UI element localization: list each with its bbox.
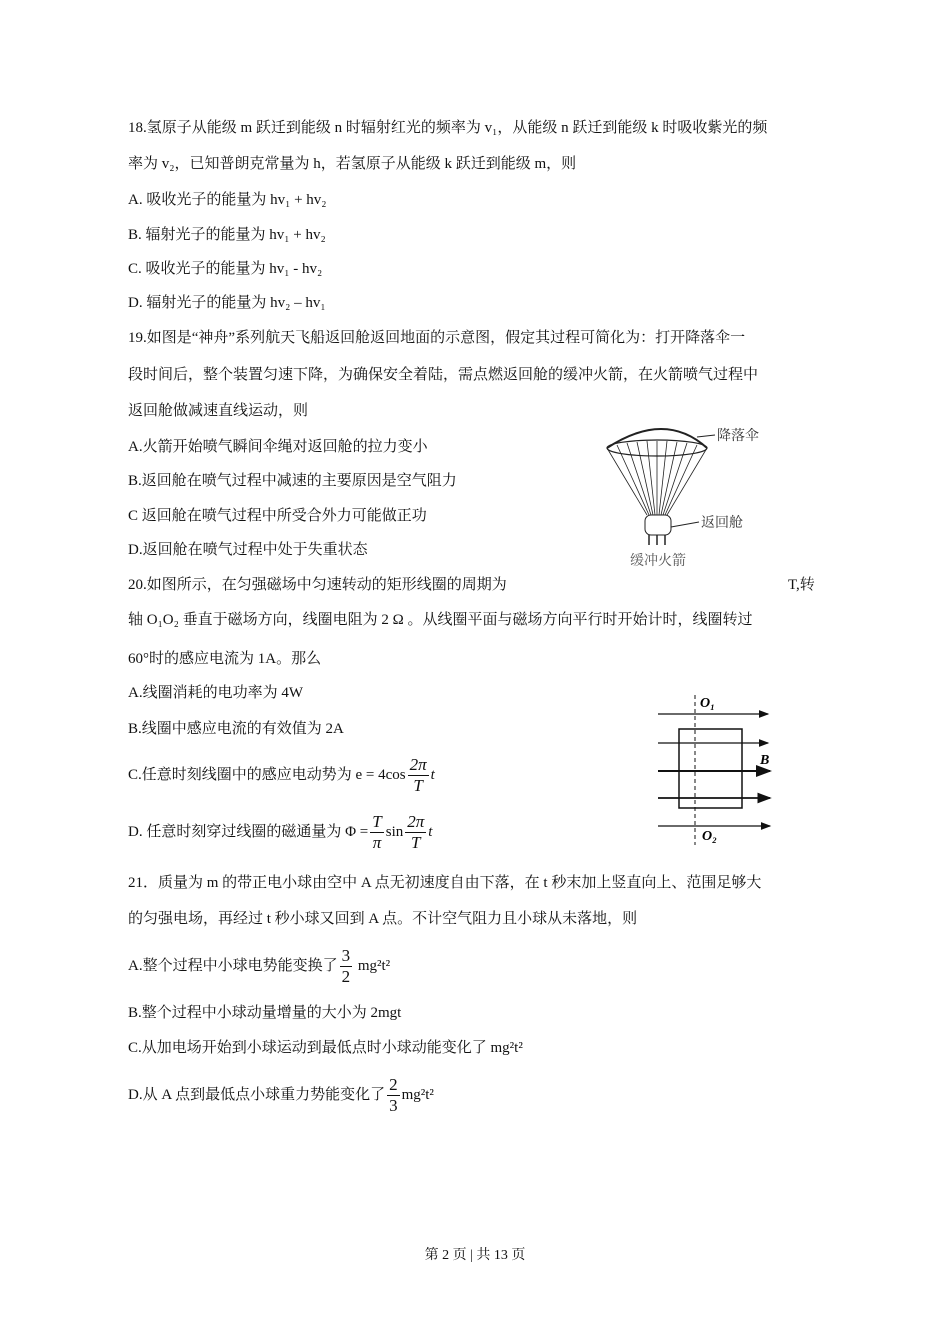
- q19-stem: 19.如图是“神舟”系列航天飞船返回舱返回地面的示意图，假定其过程可简化为：打开降落伞一: [128, 330, 746, 346]
- q20-stem-end: T,转: [788, 577, 815, 593]
- q18-option-c: C. 吸收光子的能量为 hv₁ - hv₂: [128, 261, 323, 277]
- function: sin: [385, 824, 404, 840]
- option-text: D. 任意时刻穿过线圈的磁通量为 Φ =: [128, 824, 369, 840]
- coil-figure: [650, 690, 780, 850]
- fraction: [387, 1075, 400, 1116]
- option-text: D.从 A 点到最低点小球重力势能变化了: [128, 1087, 386, 1103]
- q19-stem: 段时间后，整个装置匀速下降，为确保安全着陆，需点燃返回舱的缓冲火箭，在火箭喷气过程中: [128, 367, 759, 383]
- numerator: T: [372, 812, 382, 832]
- fraction: [408, 755, 429, 796]
- q20-option-c: [128, 753, 435, 797]
- numerator: 2π: [409, 755, 427, 775]
- q18-option-b: B. 辐射光子的能量为 hv₁ + hv₂: [128, 227, 326, 243]
- fraction: [340, 946, 353, 987]
- q21-stem: 的匀强电场，再经过 t 秒小球又回到 A 点。不计空气阻力且小球从未落地，则: [128, 911, 638, 927]
- q20-option-d: [128, 810, 432, 854]
- option-text: C.任意时刻线圈中的感应电动势为 e = 4cos: [128, 767, 406, 783]
- q19-option-c: C 返回舱在喷气过程中所受合外力可能做正功: [128, 508, 427, 524]
- option-text: A.整个过程中小球电势能变换了: [128, 958, 338, 974]
- q21-option-a: [128, 944, 390, 988]
- parachute-figure: [595, 415, 785, 575]
- fraction: [370, 812, 383, 853]
- q21-option-d: [128, 1073, 434, 1117]
- rockets-label: 缓冲火箭: [630, 554, 686, 569]
- capsule-label: 返回舱: [701, 516, 743, 531]
- q18-option-d: D. 辐射光子的能量为 hv₂ – hv₁: [128, 295, 326, 311]
- q20-option-a: A.线圈消耗的电功率为 4W: [128, 685, 303, 701]
- q19-stem: 返回舱做减速直线运动，则: [128, 403, 309, 419]
- q20-stem: 20.如图所示，在匀强磁场中匀速转动的矩形线圈的周期为: [128, 577, 507, 593]
- o1-label: O₁: [700, 696, 715, 711]
- numerator: 2π: [407, 812, 425, 832]
- page-footer: 第 2 页 | 共 13 页: [424, 1248, 526, 1263]
- fraction: [405, 812, 426, 853]
- expression: mg²t²: [401, 1087, 434, 1103]
- variable: t: [428, 824, 433, 840]
- denominator: T: [413, 776, 423, 796]
- q20-option-b: B.线圈中感应电流的有效值为 2A: [128, 721, 344, 737]
- parachute-label: 降落伞: [717, 429, 759, 444]
- q19-option-a: A.火箭开始喷气瞬间伞绳对返回舱的拉力变小: [128, 439, 428, 455]
- q18-stem: 率为 v₂，已知普朗克常量为 h，若氢原子从能级 k 跃迁到能级 m，则: [128, 156, 577, 172]
- q21-option-c: C.从加电场开始到小球运动到最低点时小球动能变化了 mg²t²: [128, 1040, 523, 1056]
- numerator: 2: [389, 1075, 398, 1095]
- q21-option-b: B.整个过程中小球动量增量的大小为 2mgt: [128, 1005, 402, 1021]
- q20-stem: 60°时的感应电流为 1A。那么: [128, 651, 322, 667]
- denominator: π: [372, 833, 382, 853]
- q19-option-b: B.返回舱在喷气过程中减速的主要原因是空气阻力: [128, 473, 457, 489]
- o2-label: O₂: [702, 829, 717, 844]
- numerator: 3: [341, 946, 351, 966]
- q20-stem: 轴 O₁O₂ 垂直于磁场方向，线圈电阻为 2 Ω 。从线圈平面与磁场方向平行时开始计时，线圈转过: [128, 612, 753, 628]
- denominator: 2: [341, 967, 351, 987]
- expression: mg²t²: [354, 958, 391, 974]
- q21-stem: 21．质量为 m 的带正电小球由空中 A 点无初速度自由下落，在 t 秒末加上竖直向上、范围足够大: [128, 875, 762, 891]
- q18-option-a: A. 吸收光子的能量为 hv₁ + hv₂: [128, 192, 327, 208]
- denominator: T: [411, 833, 421, 853]
- q19-option-d: D.返回舱在喷气过程中处于失重状态: [128, 542, 368, 558]
- b-label: B: [760, 753, 770, 768]
- q18-stem: 18.氢原子从能级 m 跃迁到能级 n 时辐射红光的频率为 v₁，从能级 n 跃迁到能级 k 时吸收紫光的频: [128, 120, 768, 136]
- denominator: 3: [389, 1096, 398, 1116]
- variable: t: [430, 767, 435, 783]
